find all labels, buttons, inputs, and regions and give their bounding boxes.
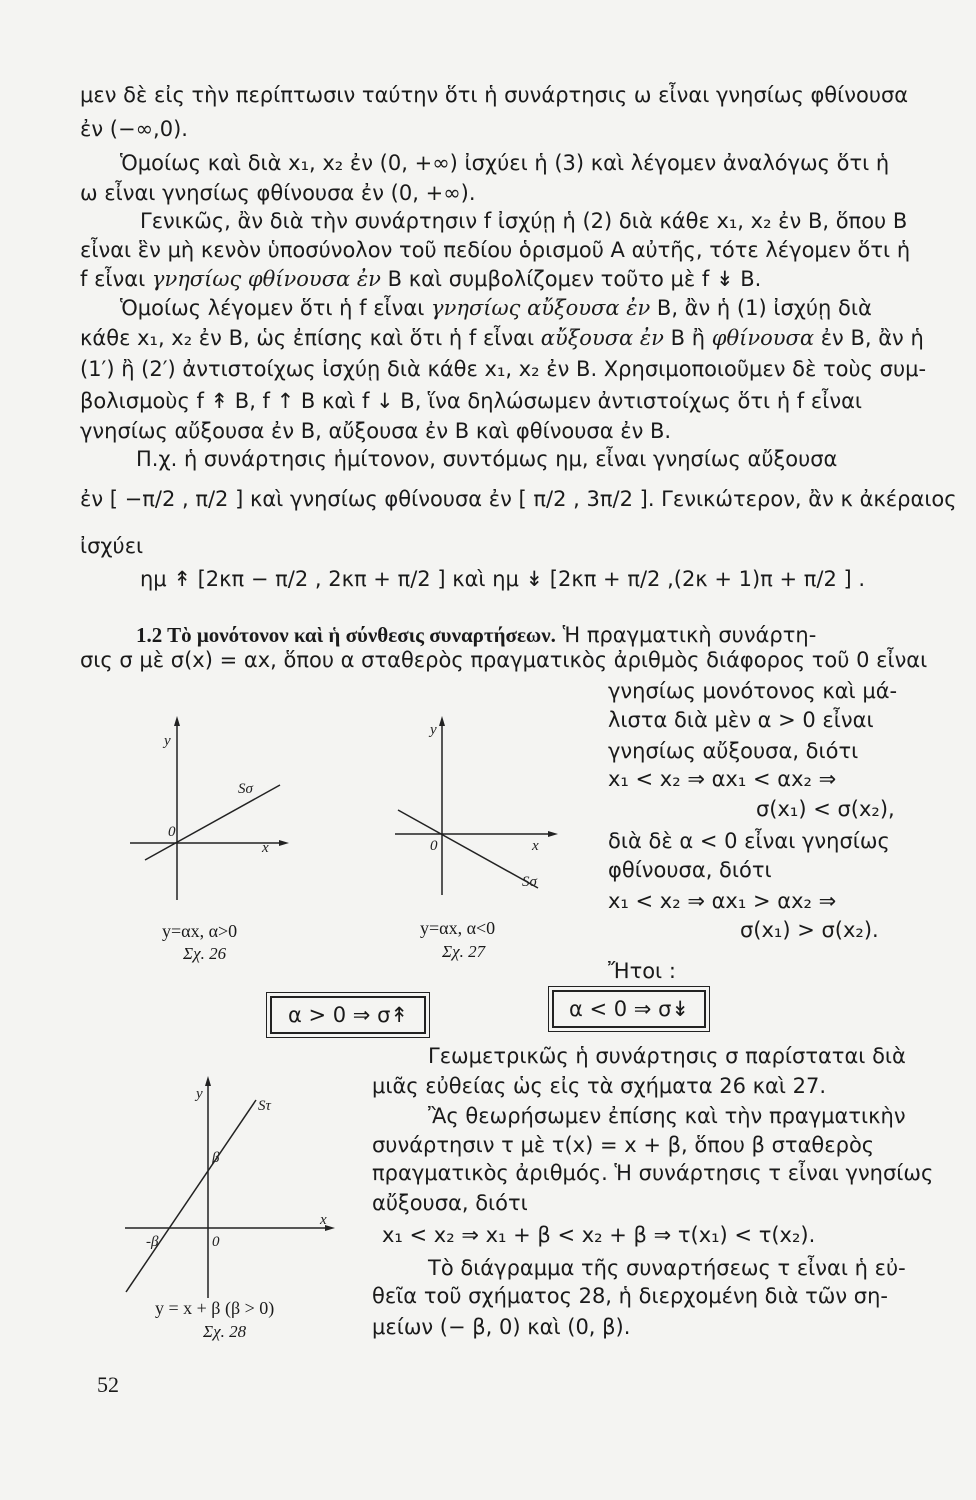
text-line: ἐν (−∞,0). xyxy=(80,117,188,141)
text-line: γνησίως αὔξουσα ἐν B, αὔξουσα ἐν B καὶ φθίνουσα ἐν B. xyxy=(80,419,672,443)
line-s-sigma xyxy=(398,810,538,888)
text-fragment: f εἶναι xyxy=(80,267,146,291)
text-line: Ἤτοι : xyxy=(608,959,676,983)
x-label: x xyxy=(320,1212,327,1228)
math-line: σ(x₁) > σ(x₂). xyxy=(740,918,879,942)
y-label: y xyxy=(196,1086,203,1102)
x-axis-arrow xyxy=(548,831,558,837)
text-line: εἶναι ἓν μὴ κενὸν ὑποσύνολον τοῦ πεδίου ὁρισμοῦ A αὐτῆς, τότε λέγομεν ὅτι ἡ xyxy=(80,238,911,262)
result-box-negative: α < 0 ⇒ σ↡ xyxy=(552,990,706,1028)
math-line: x₁ < x₂ ⇒ αx₁ < αx₂ ⇒ xyxy=(608,767,837,791)
text-line: μιᾶς εὐθείας ὡς εἰς τὰ σχήματα 26 καὶ 27. xyxy=(372,1074,827,1098)
figure-27-plot xyxy=(395,716,558,895)
math-line: x₁ < x₂ ⇒ αx₁ > αx₂ ⇒ xyxy=(608,889,837,913)
text-line: Ἂς θεωρήσωμεν ἐπίσης καὶ τὴν πραγματικὴν xyxy=(428,1104,906,1128)
text-line xyxy=(120,295,872,321)
origin-label: 0 xyxy=(430,838,438,854)
text-fragment: B καὶ συμβολίζομεν τοῦτο μὲ f ↡ B. xyxy=(387,267,762,291)
section-heading: 1.2 Τὸ μονότονον καὶ ἡ σύνθεσις συναρτήσεων. xyxy=(136,623,556,647)
y-axis-arrow xyxy=(205,1076,211,1086)
y-label: y xyxy=(430,722,437,738)
math-line: ἐν [ −π/2 , π/2 ] καὶ γνησίως φθίνουσα ἐν [ π/2 , 3π/2 ]. Γενικώτερον, ἂν κ ἀκέραιος xyxy=(80,487,957,511)
text-fragment: B, ἂν ἡ (1) ἰσχύῃ διὰ xyxy=(656,296,872,320)
text-line: μείων (− β, 0) καὶ (0, β). xyxy=(372,1315,631,1339)
section-line xyxy=(136,622,816,648)
origin-label: 0 xyxy=(212,1234,220,1250)
text-line: πραγματικὸς ἀριθμός. Ἡ συνάρτησις τ εἶναι γνησίως xyxy=(372,1161,934,1185)
figures-26-27 xyxy=(120,710,560,920)
figure-27-label: Σχ. 27 xyxy=(442,942,486,961)
y-label: y xyxy=(164,733,171,749)
text-line: ω εἶναι γνησίως φθίνουσα ἐν (0, +∞). xyxy=(80,181,476,205)
beta-label: β xyxy=(212,1150,220,1166)
y-axis-arrow xyxy=(439,716,445,726)
text-fragment: Ἡ πραγματικὴ συνάρτη- xyxy=(562,623,817,647)
text-line: Τὸ διάγραμμα τῆς συναρτήσεως τ εἶναι ἡ εὐ- xyxy=(428,1256,906,1280)
text-line xyxy=(80,266,761,292)
page-number: 52 xyxy=(97,1372,119,1397)
text-line: φθίνουσα, διότι xyxy=(608,858,772,882)
figure-26-caption: y=αx, α>0 xyxy=(162,921,238,941)
text-line: βολισμοὺς f ↟ B, f ↑ B καὶ f ↓ B, ἵνα δηλώσωμεν ἀντιστοίχως ὅτι ἡ f εἶναι xyxy=(80,389,863,413)
line-s-sigma xyxy=(145,785,280,860)
minus-beta-label: -β xyxy=(146,1234,159,1250)
curve-label: Sτ xyxy=(258,1098,271,1114)
figure-26-plot xyxy=(130,716,289,900)
math-line: x₁ < x₂ ⇒ x₁ + β < x₂ + β ⇒ τ(x₁) < τ(x₂). xyxy=(382,1223,816,1247)
math-line: ημ ↟ [2κπ − π/2 , 2κπ + π/2 ] καὶ ημ ↡ [2κπ + π/2 ,(2κ + 1)π + π/2 ] . xyxy=(140,567,866,591)
text-line: γνησίως μονότονος καὶ μά- xyxy=(608,679,898,703)
figure-28-label: Σχ. 28 xyxy=(203,1322,247,1341)
y-axis-arrow xyxy=(174,716,180,726)
text-fragment: Ὁμοίως λέγομεν ὅτι ἡ f εἶναι xyxy=(120,296,425,320)
curve-label: Sσ xyxy=(238,781,253,797)
text-line: διὰ δὲ α < 0 εἶναι γνησίως xyxy=(608,829,890,853)
text-line: σις σ μὲ σ(x) = αx, ὅπου α σταθερὸς πραγματικὸς ἀριθμὸς διάφορος τοῦ 0 εἶναι xyxy=(80,648,928,672)
text-line: λιστα διὰ μὲν α > 0 εἶναι xyxy=(608,708,874,732)
curve-label: Sσ xyxy=(522,874,537,890)
text-line: Γεωμετρικῶς ἡ συνάρτησις σ παρίσταται διὰ xyxy=(428,1044,906,1068)
result-box-positive: α > 0 ⇒ σ↟ xyxy=(270,996,426,1034)
italic-term: αὔξουσα ἐν xyxy=(540,326,664,350)
text-line xyxy=(80,325,924,351)
text-line: (1′) ἢ (2′) ἀντιστοίχως ἰσχύῃ διὰ κάθε x₁, x₂ ἐν B. Χρησιμοποιοῦμεν δὲ τοὺς συμ- xyxy=(80,357,927,381)
text-line: αὔξουσα, διότι xyxy=(372,1191,528,1215)
text-line: Π.χ. ἡ συνάρτησις ἡμίτονον, συντόμως ημ, εἶναι γνησίως αὔξουσα xyxy=(136,447,838,471)
math-line: σ(x₁) < σ(x₂), xyxy=(756,797,895,821)
text-fragment: ἐν B, ἂν ἡ xyxy=(820,326,924,350)
text-line: συνάρτησιν τ μὲ τ(x) = x + β, ὅπου β σταθερὸς xyxy=(372,1133,875,1157)
italic-term: γνησίως φθίνουσα ἐν xyxy=(151,267,381,291)
text-line: θεῖα τοῦ σχήματος 28, ἡ διερχομένη διὰ τῶν ση- xyxy=(372,1284,888,1308)
text-line: μεν δὲ εἰς τὴν περίπτωσιν ταύτην ὅτι ἡ συνάρτησις ω εἶναι γνησίως φθίνουσα xyxy=(80,83,909,107)
italic-term: γνησίως αὔξουσα ἐν xyxy=(431,296,651,320)
line-s-tau xyxy=(126,1100,256,1292)
text-line: γνησίως αὔξουσα, διότι xyxy=(608,739,859,763)
x-axis-arrow xyxy=(279,840,289,846)
figure-26-label: Σχ. 26 xyxy=(183,944,227,963)
text-fragment: B ἢ xyxy=(670,326,706,350)
text-line: Γενικῶς, ἂν διὰ τὴν συνάρτησιν f ἰσχύῃ ἡ (2) διὰ κάθε x₁, x₂ ἐν B, ὅπου B xyxy=(140,209,908,233)
figure-27-caption: y=αx, α<0 xyxy=(420,918,496,938)
figure-28-plot xyxy=(120,1070,350,1300)
x-label: x xyxy=(532,838,539,854)
x-label: x xyxy=(262,840,269,856)
text-line: Ὁμοίως καὶ διὰ x₁, x₂ ἐν (0, +∞) ἰσχύει ἡ (3) καὶ λέγομεν ἀναλόγως ὅτι ἡ xyxy=(120,151,890,175)
italic-term: φθίνουσα xyxy=(711,326,815,350)
origin-label: 0 xyxy=(168,824,176,840)
text-line: ἰσχύει xyxy=(80,534,144,558)
figure-28-caption: y = x + β (β > 0) xyxy=(155,1298,275,1318)
text-fragment: κάθε x₁, x₂ ἐν B, ὡς ἐπίσης καὶ ὅτι ἡ f εἶναι xyxy=(80,326,535,350)
